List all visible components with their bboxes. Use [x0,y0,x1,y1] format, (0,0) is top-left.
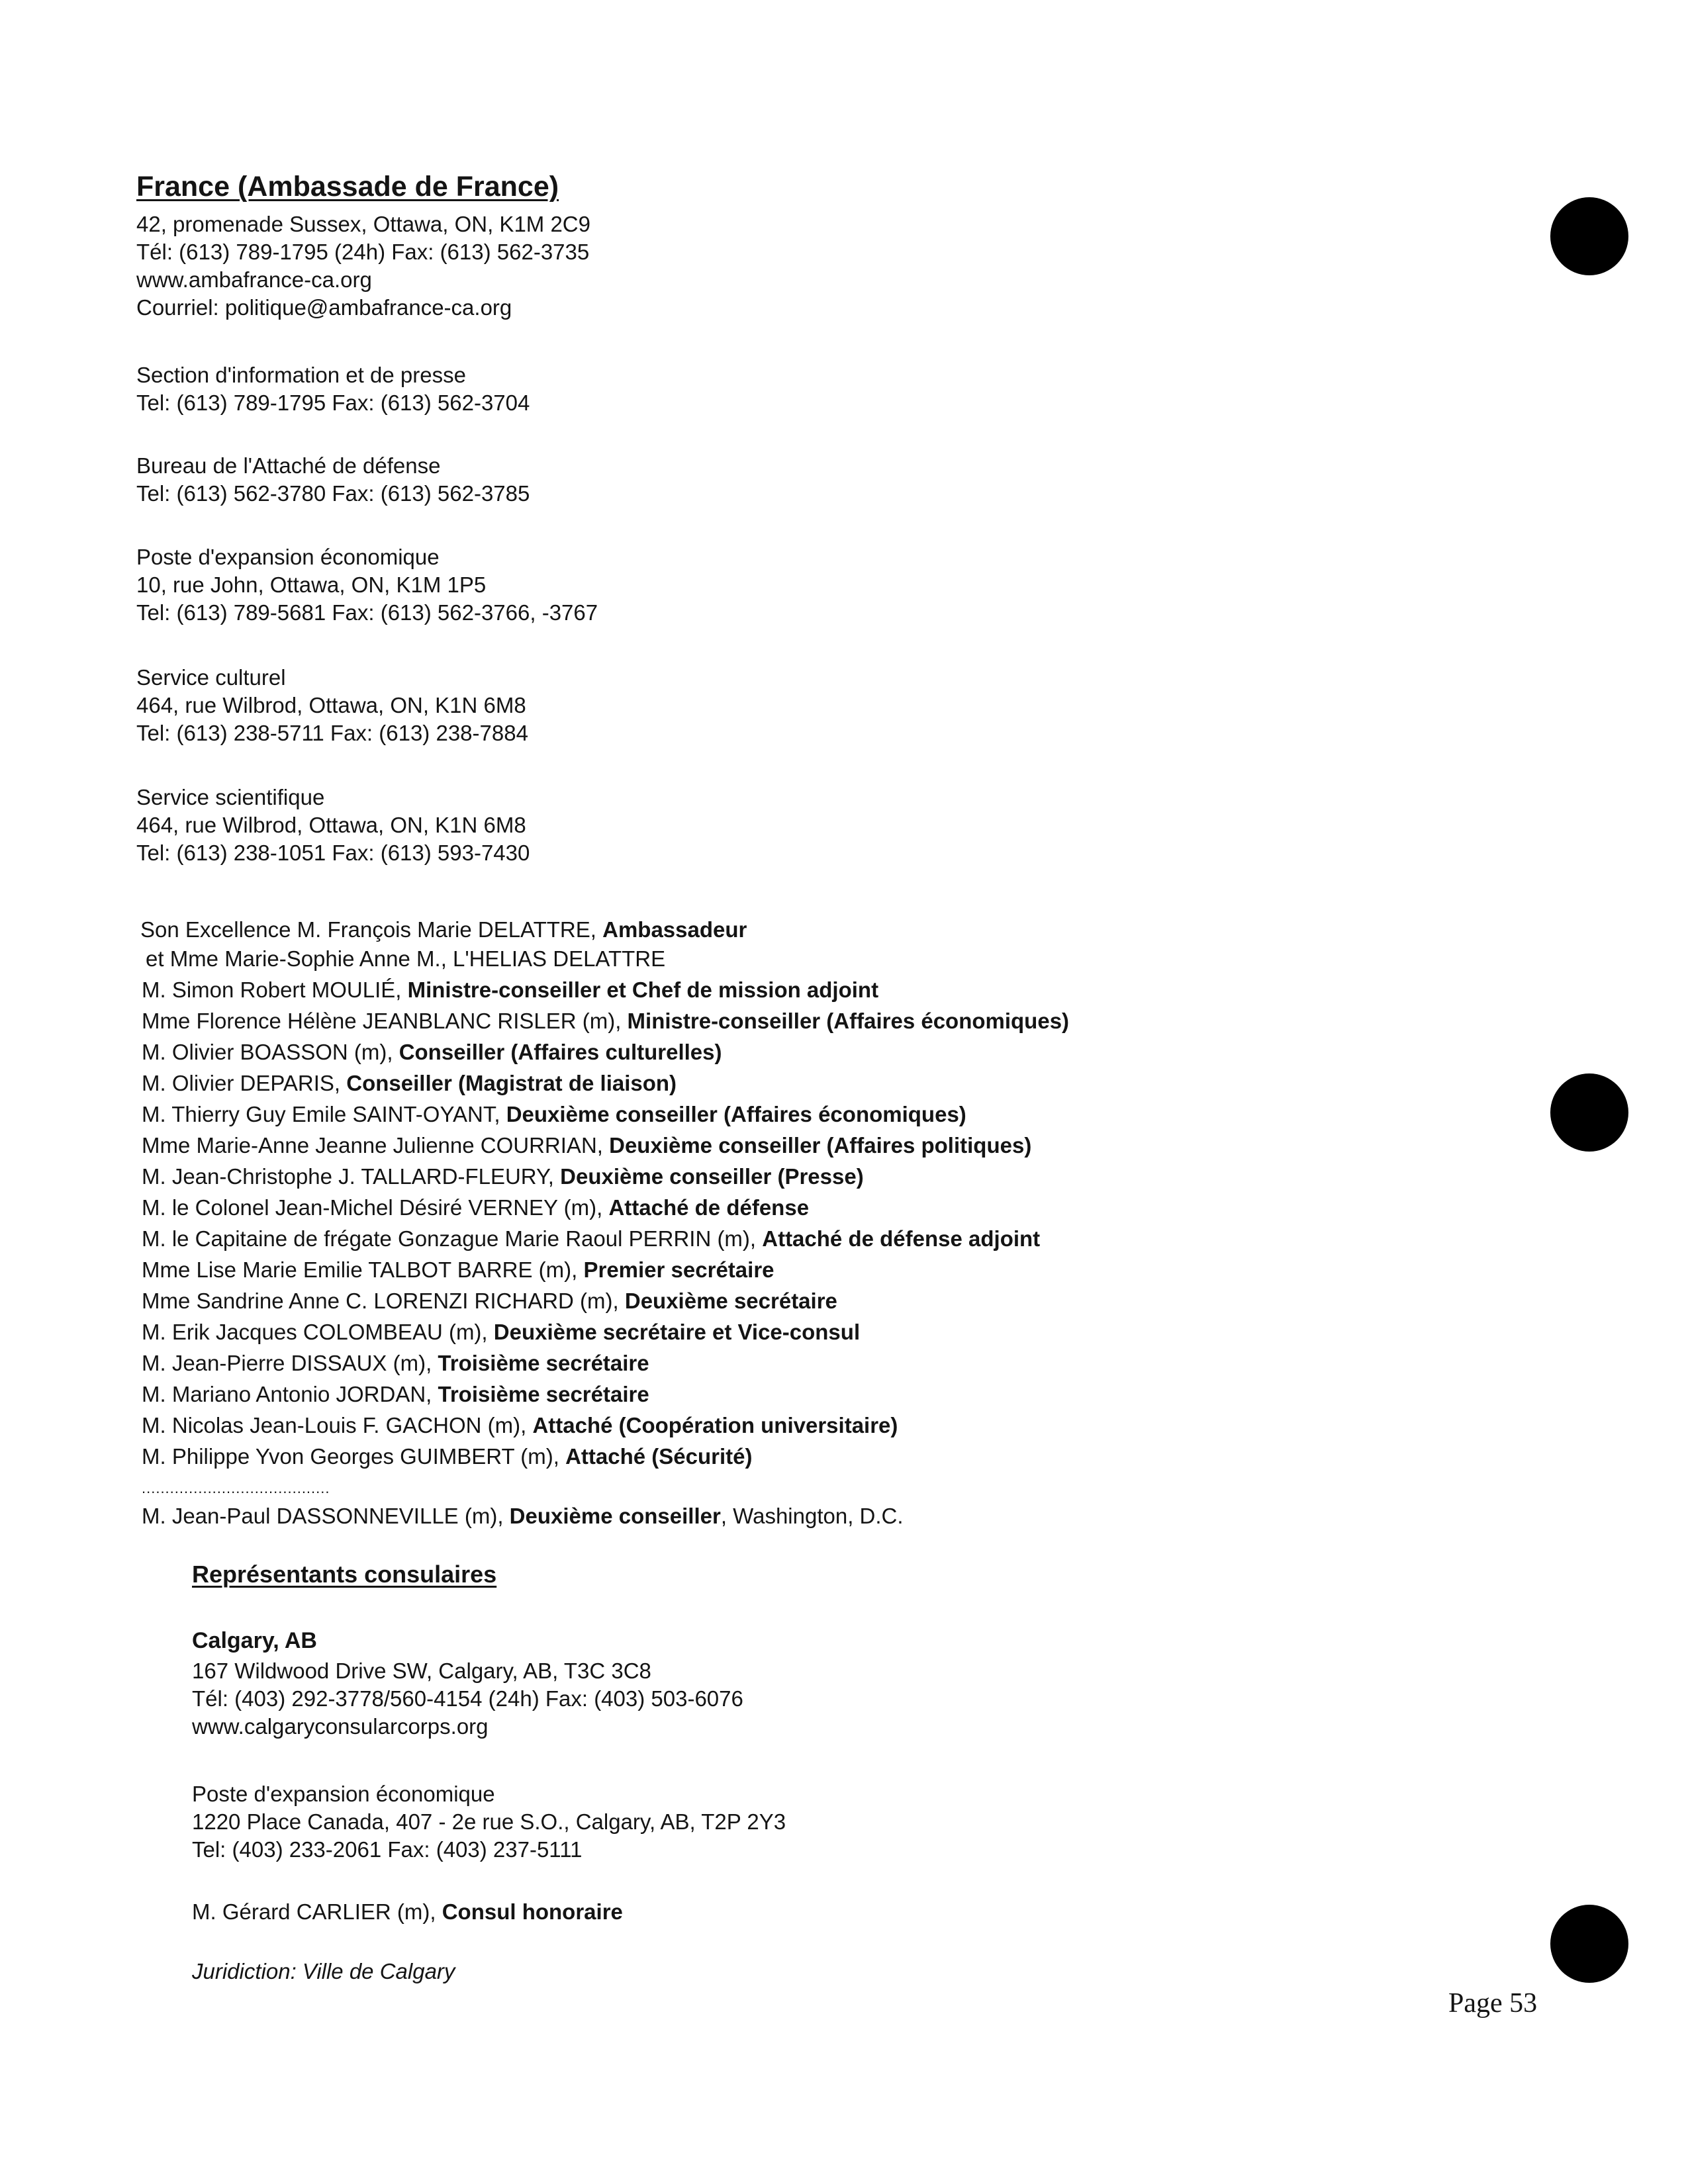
staff-name: Mme Lise Marie Emilie TALBOT BARRE (m), [142,1257,584,1282]
phone-line: Tel: (613) 238-1051 Fax: (613) 593-7430 [136,841,530,865]
staff-title: Troisième secrétaire [438,1382,649,1406]
binder-hole-bottom [1550,1905,1628,1983]
phone-line: Tel: (613) 789-5681 Fax: (613) 562-3766, -3767 [136,600,598,625]
phone-line: Tel: (613) 562-3780 Fax: (613) 562-3785 [136,481,530,506]
phone-line: Tel: (403) 233-2061 Fax: (403) 237-5111 [192,1837,583,1862]
staff-name: M. Simon Robert MOULIÉ, [142,978,408,1002]
staff-name: M. Mariano Antonio JORDAN, [142,1382,438,1406]
staff-title: Deuxième conseiller (Affaires économiques) [506,1102,966,1126]
staff-row [142,1068,1069,1099]
calgary-economic-office-block [192,1780,786,1864]
calgary-consul-entry [192,1899,623,1925]
staff-name: M. Thierry Guy Emile SAINT-OYANT, [142,1102,506,1126]
ambassador-name: Son Excellence M. François Marie DELATTRE, [140,917,603,942]
staff-list [142,974,1069,1472]
staff-name: M. Jean-Christophe J. TALLARD-FLEURY, [142,1164,561,1189]
staff-row [142,1005,1069,1036]
calgary-address-block [192,1657,743,1741]
staff-row [142,1441,1069,1472]
staff-row [142,1192,1069,1223]
staff-title: Troisième secrétaire [438,1351,649,1375]
office-name: Poste d'expansion économique [136,545,440,569]
address-line: 10, rue John, Ottawa, ON, K1M 1P5 [136,572,487,597]
address-line: 42, promenade Sussex, Ottawa, ON, K1M 2C9 [136,212,590,236]
office-name: Service culturel [136,665,286,690]
ambassador-entry [140,914,747,973]
phone-line: Tél: (403) 292-3778/560-4154 (24h) Fax: (403) 503-6076 [192,1686,743,1711]
staff-title: Deuxième conseiller [509,1504,721,1528]
page-heading: France (Ambassade de France) [136,171,559,203]
phone-line: Tel: (613) 238-5711 Fax: (613) 238-7884 [136,721,528,745]
ambassador-line [140,914,747,945]
staff-title: Deuxième conseiller (Presse) [560,1164,864,1189]
staff-row [142,1285,1069,1316]
staff-name: M. Philippe Yvon Georges GUIMBERT (m), [142,1444,566,1469]
embassy-address-block [136,210,590,322]
staff-title: Ministre-conseiller (Affaires économiques) [627,1009,1070,1033]
website-line: www.ambafrance-ca.org [136,267,372,292]
staff-title: Attaché de défense adjoint [762,1226,1041,1251]
staff-name: Mme Marie-Anne Jeanne Julienne COURRIAN, [142,1133,610,1158]
website-line: www.calgaryconsularcorps.org [192,1714,489,1739]
address-line: 167 Wildwood Drive SW, Calgary, AB, T3C 3C8 [192,1659,651,1683]
staff-title: Attaché (Coopération universitaire) [532,1413,898,1437]
ambassador-spouse: et Mme Marie-Sophie Anne M., L'HELIAS DELATTRE [146,946,666,971]
staff-name: Mme Florence Hélène JEANBLANC RISLER (m), [142,1009,628,1033]
phone-line: Tél: (613) 789-1795 (24h) Fax: (613) 562-3735 [136,240,590,264]
staff-title: Attaché (Sécurité) [565,1444,753,1469]
consul-name: M. Gérard CARLIER (m), [192,1899,442,1924]
cultural-office-block [136,664,528,747]
staff-title: Attaché de défense [608,1195,810,1220]
staff-name: M. Olivier BOASSON (m), [142,1040,399,1064]
staff-row [142,974,1069,1005]
staff-name: M. Erik Jacques COLOMBEAU (m), [142,1320,494,1344]
address-line: 464, rue Wilbrod, Ottawa, ON, K1N 6M8 [136,693,526,717]
science-office-block [136,784,530,867]
email-line: Courriel: politique@ambafrance-ca.org [136,295,512,320]
office-name: Service scientifique [136,785,325,809]
staff-name: M. Jean-Paul DASSONNEVILLE (m), [142,1504,510,1528]
staff-title: Premier secrétaire [583,1257,774,1282]
staff-row [142,1379,1069,1410]
staff-name: M. Jean-Pierre DISSAUX (m), [142,1351,438,1375]
staff-title: Deuxième secrétaire [624,1289,837,1313]
economic-office-block [136,543,598,627]
washington-entry [142,1504,904,1529]
page-number: Page 53 [1448,1988,1538,2019]
staff-row [142,1036,1069,1068]
calgary-jurisdiction: Juridiction: Ville de Calgary [192,1959,455,1983]
phone-line: Tel: (613) 789-1795 Fax: (613) 562-3704 [136,390,530,415]
staff-row [142,1130,1069,1161]
staff-row [142,1410,1069,1441]
binder-hole-middle [1550,1073,1628,1152]
address-line: 1220 Place Canada, 407 - 2e rue S.O., Calgary, AB, T2P 2Y3 [192,1809,786,1834]
consular-heading: Représentants consulaires [192,1561,497,1588]
staff-row [142,1347,1069,1379]
ambassador-title: Ambassadeur [602,917,747,942]
calgary-city-heading: Calgary, AB [192,1628,317,1653]
staff-row [142,1099,1069,1130]
binder-hole-top [1550,197,1628,275]
office-name: Section d'information et de presse [136,363,466,387]
dotted-separator: ........................................ [142,1480,330,1496]
staff-title: Conseiller (Affaires culturelles) [399,1040,722,1064]
office-name: Bureau de l'Attaché de défense [136,453,441,478]
staff-title: Deuxième secrétaire et Vice-consul [493,1320,861,1344]
staff-title: Ministre-conseiller et Chef de mission adjoint [407,978,879,1002]
staff-row [142,1223,1069,1254]
staff-title: Deuxième conseiller (Affaires politiques) [609,1133,1032,1158]
defense-office-block [136,452,530,508]
staff-name: M. le Colonel Jean-Michel Désiré VERNEY (m), [142,1195,609,1220]
consul-title: Consul honoraire [442,1899,623,1924]
staff-name: M. Olivier DEPARIS, [142,1071,347,1095]
staff-row [142,1254,1069,1285]
office-name: Poste d'expansion économique [192,1782,495,1806]
staff-row [142,1316,1069,1347]
staff-title: Conseiller (Magistrat de liaison) [346,1071,677,1095]
staff-name: M. Nicolas Jean-Louis F. GACHON (m), [142,1413,533,1437]
staff-name: Mme Sandrine Anne C. LORENZI RICHARD (m), [142,1289,625,1313]
staff-name: M. le Capitaine de frégate Gonzague Marie Raoul PERRIN (m), [142,1226,763,1251]
staff-row [142,1161,1069,1192]
address-line: 464, rue Wilbrod, Ottawa, ON, K1N 6M8 [136,813,526,837]
staff-location: , Washington, D.C. [720,1504,904,1528]
press-office-block [136,361,530,417]
